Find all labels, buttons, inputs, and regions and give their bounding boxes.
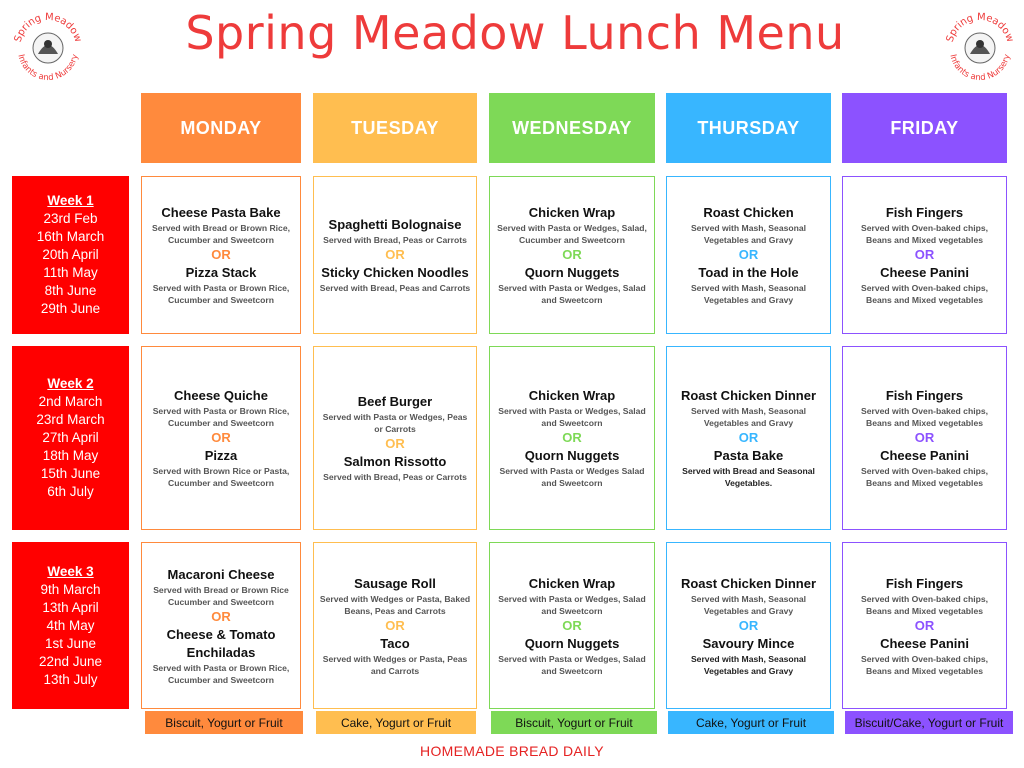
svg-text:Infants and Nursery: Infants and Nursery [947,53,1013,84]
main-dish: Beef Burger [357,394,433,409]
meal-cell-week1-friday [842,176,1007,334]
dish-description: Served with Oven-baked chips, Beans and Mixed vegetables [860,406,989,428]
or-separator: OR [385,436,405,451]
pudding-friday: Biscuit/Cake, Yogurt or Fruit [845,711,1013,734]
alternative-dish: Cheese Panini [880,265,969,280]
or-separator: OR [211,608,231,624]
dish-description: Served with Pasta or Brown Rice, Cucumber and Sweetcorn [152,662,290,685]
week-date: 20th April [42,247,99,262]
alternative-dish: Quorn Nuggets [524,635,620,651]
week-date: 2nd March [38,394,103,409]
dish-description: Served with Pasta or Brown Rice, Cucumber and Sweetcorn [152,406,290,428]
main-dish: Fish Fingers [885,575,964,591]
week-date: 22nd June [38,653,103,669]
alternative-dish: Pasta Bake [713,448,784,463]
week-date: 23rd March [36,412,105,427]
dish-description: Served with Pasta or Wedges, Salad and Sweetcorn [498,406,646,428]
meal-cell-week3-friday [842,542,1007,709]
or-separator: OR [738,247,759,262]
or-separator: OR [738,430,759,445]
alternative-dish: Cheese & Tomato Enchiladas [166,626,276,660]
dish-description: Served with Pasta or Wedges, Salad and Sweetcorn [498,283,646,305]
dish-description: Served with Oven-baked chips, Beans and Mixed vegetables [860,593,989,616]
svg-text:Spring Meadow: Spring Meadow [12,11,84,44]
day-header-thursday: THURSDAY [666,93,831,163]
alternative-dish: Cheese Panini [880,448,969,463]
week-label: Week 3 [47,563,94,579]
dish-description: Served with Mash, Seasonal Vegetables and Gravy [690,653,807,676]
main-dish: Roast Chicken Dinner [680,575,817,591]
pudding-tuesday: Cake, Yogurt or Fruit [316,711,476,734]
alternative-dish: Taco [380,635,410,651]
svg-text:Infants and Nursery: Infants and Nursery [15,53,81,84]
dish-description: Served with Bread, Peas or Carrots [323,472,467,482]
dish-description: Served with Oven-baked chips, Beans and Mixed vegetables [860,283,989,305]
day-header-friday: FRIDAY [842,93,1007,163]
week-label: Week 1 [47,193,94,208]
or-separator: OR [211,247,231,262]
alternative-dish: Pizza [204,448,238,463]
dish-description: Served with Mash, Seasonal Vegetables and Gravy [690,406,807,428]
week-date: 9th March [40,581,101,597]
day-header-monday: MONDAY [141,93,301,163]
dish-description: Served with Oven-baked chips, Beans and Mixed vegetables [860,223,989,245]
dish-description: Served with Bread, Peas or Carrots [323,235,467,245]
week-date: 23rd Feb [43,211,98,226]
dish-description: Served with Wedges or Pasta, Baked Beans, Peas and Carrots [319,593,471,616]
week-label: Week 2 [47,376,94,391]
main-dish: Chicken Wrap [528,575,616,591]
or-separator: OR [738,617,759,633]
week-date: 8th June [44,283,97,298]
or-separator: OR [385,617,405,633]
week-3-box [12,542,129,709]
dish-description: Served with Brown Rice or Pasta, Cucumber and Sweetcorn [152,466,290,488]
dish-description: Served with Bread and Seasonal Vegetables. [682,466,815,488]
dish-description: Served with Bread, Peas and Carrots [319,283,471,293]
main-dish: Macaroni Cheese [167,566,275,582]
alternative-dish: Toad in the Hole [698,265,799,280]
main-dish: Chicken Wrap [528,205,616,220]
week-1-box [12,176,129,334]
dish-description: Served with Pasta or Wedges, Peas or Carrots [322,412,468,434]
or-separator: OR [385,247,405,262]
meal-cell-week3-wednesday [489,542,655,709]
week-date: 15th June [40,466,101,481]
meal-cell-week2-tuesday [313,346,477,530]
meal-cell-week1-thursday [666,176,831,334]
meal-cell-week1-wednesday [489,176,655,334]
dish-description: Served with Pasta or Wedges, Salad and Sweetcorn [498,653,646,676]
alternative-dish: Salmon Rissotto [343,454,447,469]
pudding-wednesday: Biscuit, Yogurt or Fruit [491,711,657,734]
school-logo-left [8,6,88,86]
main-dish: Sausage Roll [354,575,436,591]
or-separator: OR [562,247,582,262]
week-date: 13th April [42,599,99,615]
or-separator: OR [211,430,231,445]
main-dish: Chicken Wrap [528,388,616,403]
or-separator: OR [562,617,582,633]
main-dish: Roast Chicken [703,205,794,220]
dish-description: Served with Mash, Seasonal Vegetables and Gravy [690,283,807,305]
week-date: 13th July [43,671,98,687]
alternative-dish: Savoury Mince [702,635,795,651]
meal-cell-week2-friday [842,346,1007,530]
meal-cell-week1-monday [141,176,301,334]
alternative-dish: Cheese Panini [880,635,969,651]
dish-description: Served with Wedges or Pasta, Peas and Carrots [322,653,468,676]
week-date: 18th May [42,448,99,463]
dish-description: Served with Bread or Brown Rice Cucumber and Sweetcorn [153,584,289,607]
day-header-wednesday: WEDNESDAY [489,93,655,163]
main-dish: Cheese Quiche [174,388,268,403]
dish-description: Served with Mash, Seasonal Vegetables and Gravy [690,223,807,245]
main-dish: Fish Fingers [885,388,964,403]
week-date: 16th March [36,229,105,244]
pudding-monday: Biscuit, Yogurt or Fruit [145,711,303,734]
week-2-box [12,346,129,530]
dish-description: Served with Bread or Brown Rice, Cucumber and Sweetcorn [151,223,290,245]
alternative-dish: Quorn Nuggets [524,448,620,463]
dish-description: Served with Pasta or Brown Rice, Cucumber and Sweetcorn [152,283,290,305]
meal-cell-week2-monday [141,346,301,530]
week-date: 6th July [47,484,94,499]
meal-cell-week1-tuesday [313,176,477,334]
dish-description: Served with Pasta or Wedges Salad and Sweetcorn [499,466,645,488]
meal-cell-week3-tuesday [313,542,477,709]
meal-cell-week3-monday [141,542,301,709]
week-date: 29th June [40,301,101,316]
or-separator: OR [562,430,582,445]
dish-description: Served with Mash, Seasonal Vegetables and Gravy [690,593,807,616]
dish-description: Served with Pasta or Wedges, Salad and Sweetcorn [498,593,646,616]
dish-description: Served with Pasta or Wedges, Salad, Cucumber and Sweetcorn [497,223,647,245]
main-dish: Roast Chicken Dinner [680,388,817,403]
alternative-dish: Pizza Stack [185,265,257,280]
meal-cell-week2-wednesday [489,346,655,530]
svg-text:Spring Meadow: Spring Meadow [944,11,1016,44]
pudding-thursday: Cake, Yogurt or Fruit [668,711,834,734]
school-logo-right [940,6,1020,86]
week-date: 4th May [46,617,95,633]
footer-note: HOMEMADE BREAD DAILY [420,743,604,759]
week-date: 27th April [42,430,99,445]
week-date: 1st June [44,635,97,651]
or-separator: OR [914,247,935,262]
week-date: 11th May [43,265,98,280]
or-separator: OR [914,617,935,633]
main-dish: Cheese Pasta Bake [161,205,281,220]
main-dish: Spaghetti Bolognaise [328,217,462,232]
alternative-dish: Quorn Nuggets [524,265,620,280]
dish-description: Served with Oven-baked chips, Beans and Mixed vegetables [860,466,989,488]
day-header-tuesday: TUESDAY [313,93,477,163]
meal-cell-week2-thursday [666,346,831,530]
meal-cell-week3-thursday [666,542,831,709]
dish-description: Served with Oven-baked chips, Beans and Mixed vegetables [860,653,989,676]
main-dish: Fish Fingers [885,205,964,220]
or-separator: OR [914,430,935,445]
page-title: Spring Meadow Lunch Menu [185,6,845,60]
alternative-dish: Sticky Chicken Noodles [321,265,469,280]
